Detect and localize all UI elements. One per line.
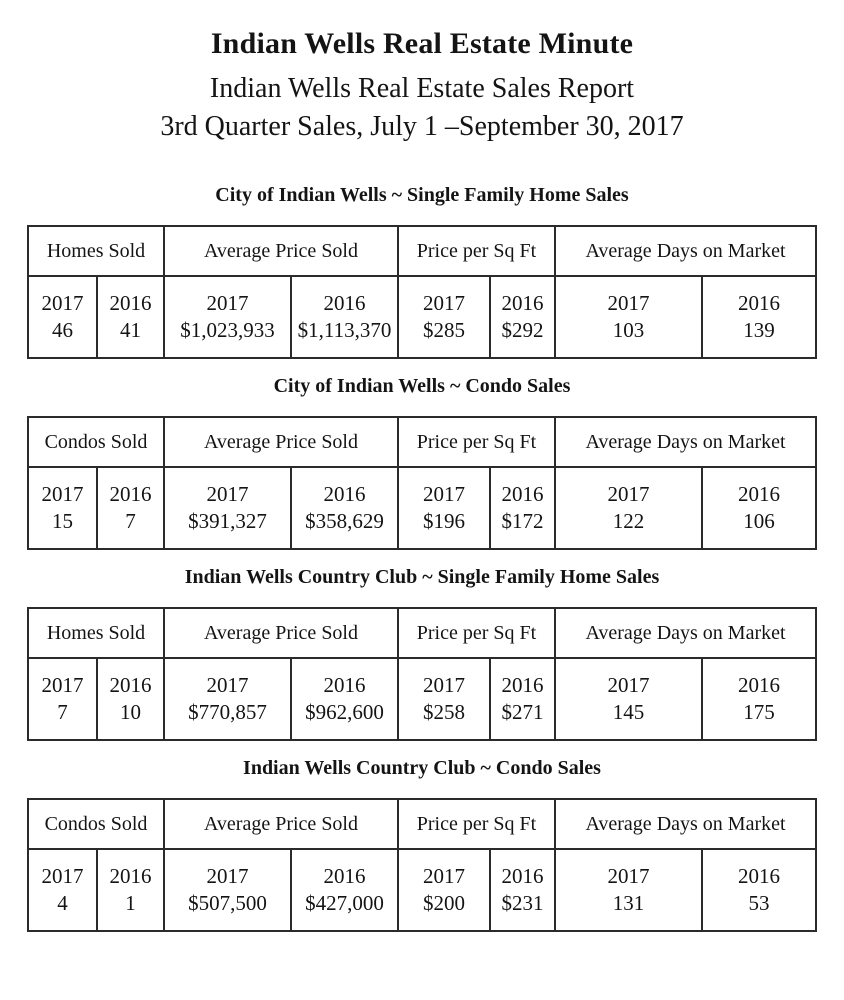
cell-value: 131 — [612, 891, 645, 915]
table-caption: Indian Wells Country Club ~ Single Family Home Sales — [184, 566, 660, 588]
cell-year: 2016 — [323, 864, 366, 888]
cell-year: 2016 — [109, 482, 152, 506]
col-header-avg-price: Average Price Sold — [164, 608, 398, 658]
cell-year: 2016 — [109, 864, 152, 888]
cell-year: 2016 — [109, 291, 152, 315]
cell-value: $1,113,370 — [297, 318, 392, 342]
col-header-price-sqft: Price per Sq Ft — [398, 226, 555, 276]
col-header-days-on-market: Average Days on Market — [555, 417, 816, 467]
table-header-row — [28, 608, 816, 658]
cell-year: 2017 — [607, 673, 650, 697]
cell-avg-price-2016 — [291, 276, 398, 358]
cell-sold-2017 — [28, 658, 97, 740]
cell-price-sqft-2016 — [490, 467, 555, 549]
cell-days-2016 — [702, 658, 816, 740]
cell-days-2017 — [555, 276, 702, 358]
cell-value: $271 — [501, 700, 544, 724]
cell-year: 2017 — [41, 291, 84, 315]
cell-days-2016 — [702, 276, 816, 358]
cell-year: 2016 — [501, 291, 544, 315]
cell-value: $962,600 — [305, 700, 384, 724]
cell-value: 15 — [51, 509, 73, 533]
cell-value: 7 — [125, 509, 136, 533]
cell-price-sqft-2017 — [398, 467, 490, 549]
cell-sold-2016 — [97, 658, 164, 740]
cell-value: $391,327 — [188, 509, 267, 533]
table-caption: Indian Wells Country Club ~ Condo Sales — [243, 757, 601, 779]
sales-table-country-club-single-family — [27, 607, 817, 741]
cell-price-sqft-2016 — [490, 849, 555, 931]
cell-year: 2017 — [422, 864, 465, 888]
cell-value: 46 — [51, 318, 73, 342]
col-header-avg-price: Average Price Sold — [164, 417, 398, 467]
table-caption: City of Indian Wells ~ Condo Sales — [273, 375, 571, 397]
sales-table-country-club-condo — [27, 798, 817, 932]
cell-sold-2017 — [28, 467, 97, 549]
cell-year: 2016 — [323, 291, 366, 315]
cell-year: 2016 — [323, 482, 366, 506]
cell-year: 2017 — [206, 482, 249, 506]
cell-value: $770,857 — [188, 700, 267, 724]
cell-year: 2016 — [501, 482, 544, 506]
table-data-row — [28, 276, 816, 358]
cell-year: 2016 — [109, 673, 152, 697]
table-data-row — [28, 849, 816, 931]
cell-value: $231 — [501, 891, 544, 915]
col-header-days-on-market: Average Days on Market — [555, 799, 816, 849]
cell-value: $507,500 — [188, 891, 267, 915]
cell-year: 2016 — [737, 291, 780, 315]
col-header-sold: Condos Sold — [28, 799, 164, 849]
cell-year: 2016 — [737, 673, 780, 697]
cell-year: 2016 — [323, 673, 366, 697]
cell-sold-2017 — [28, 276, 97, 358]
col-header-price-sqft: Price per Sq Ft — [398, 608, 555, 658]
col-header-days-on-market: Average Days on Market — [555, 608, 816, 658]
cell-value: 122 — [612, 509, 645, 533]
cell-year: 2017 — [41, 673, 84, 697]
cell-value: 41 — [119, 318, 141, 342]
report-subtitle: Indian Wells Real Estate Sales Report — [209, 73, 635, 104]
cell-avg-price-2017 — [164, 467, 291, 549]
cell-year: 2016 — [501, 673, 544, 697]
sales-table-city-condo — [27, 416, 817, 550]
cell-value: $427,000 — [305, 891, 384, 915]
table-data-row — [28, 658, 816, 740]
cell-value: 1 — [125, 891, 136, 915]
cell-value: $285 — [422, 318, 465, 342]
cell-value: $172 — [501, 509, 544, 533]
section-city-condo — [0, 375, 844, 550]
cell-sold-2017 — [28, 849, 97, 931]
col-header-price-sqft: Price per Sq Ft — [398, 417, 555, 467]
col-header-sold: Condos Sold — [28, 417, 164, 467]
cell-price-sqft-2017 — [398, 849, 490, 931]
cell-price-sqft-2016 — [490, 276, 555, 358]
cell-avg-price-2017 — [164, 276, 291, 358]
cell-year: 2017 — [41, 482, 84, 506]
cell-avg-price-2016 — [291, 467, 398, 549]
sales-table-city-single-family — [27, 225, 817, 359]
col-header-days-on-market: Average Days on Market — [555, 226, 816, 276]
col-header-sold: Homes Sold — [28, 226, 164, 276]
cell-sold-2016 — [97, 276, 164, 358]
cell-year: 2017 — [607, 864, 650, 888]
cell-avg-price-2016 — [291, 658, 398, 740]
section-country-club-condo — [0, 757, 844, 932]
cell-value: 175 — [743, 700, 775, 724]
cell-year: 2017 — [607, 482, 650, 506]
cell-year: 2017 — [206, 864, 249, 888]
cell-avg-price-2016 — [291, 849, 398, 931]
table-data-row — [28, 467, 816, 549]
col-header-avg-price: Average Price Sold — [164, 226, 398, 276]
cell-days-2016 — [702, 467, 816, 549]
cell-avg-price-2017 — [164, 658, 291, 740]
cell-value: 10 — [119, 700, 141, 724]
cell-price-sqft-2017 — [398, 276, 490, 358]
cell-value: 139 — [743, 318, 775, 342]
cell-days-2017 — [555, 467, 702, 549]
table-header-row — [28, 417, 816, 467]
section-city-single-family — [0, 184, 844, 359]
cell-days-2017 — [555, 658, 702, 740]
col-header-sold: Homes Sold — [28, 608, 164, 658]
col-header-avg-price: Average Price Sold — [164, 799, 398, 849]
cell-value: 106 — [743, 509, 775, 533]
cell-value: $258 — [422, 700, 465, 724]
section-country-club-single-family — [0, 566, 844, 741]
cell-value: 103 — [612, 318, 645, 342]
col-header-price-sqft: Price per Sq Ft — [398, 799, 555, 849]
cell-year: 2016 — [501, 864, 544, 888]
cell-value: 53 — [748, 891, 770, 915]
cell-value: $358,629 — [305, 509, 384, 533]
cell-price-sqft-2016 — [490, 658, 555, 740]
cell-year: 2017 — [422, 482, 465, 506]
table-header-row — [28, 799, 816, 849]
report-header — [0, 0, 844, 146]
table-caption: City of Indian Wells ~ Single Family Home Sales — [215, 184, 629, 206]
cell-year: 2016 — [737, 864, 780, 888]
cell-avg-price-2017 — [164, 849, 291, 931]
cell-price-sqft-2017 — [398, 658, 490, 740]
cell-days-2016 — [702, 849, 816, 931]
cell-sold-2016 — [97, 467, 164, 549]
cell-value: 145 — [612, 700, 645, 724]
cell-value: $200 — [422, 891, 465, 915]
cell-year: 2017 — [206, 673, 249, 697]
cell-value: $1,023,933 — [180, 318, 275, 342]
cell-year: 2017 — [41, 864, 84, 888]
report-period: 3rd Quarter Sales, July 1 –September 30, 2017 — [160, 111, 684, 142]
cell-value: $292 — [501, 318, 544, 342]
cell-sold-2016 — [97, 849, 164, 931]
cell-value: 7 — [57, 700, 68, 724]
cell-value: $196 — [422, 509, 465, 533]
report-title: Indian Wells Real Estate Minute — [210, 27, 634, 60]
table-header-row — [28, 226, 816, 276]
cell-days-2017 — [555, 849, 702, 931]
cell-year: 2017 — [422, 673, 465, 697]
cell-year: 2016 — [737, 482, 780, 506]
cell-year: 2017 — [607, 291, 650, 315]
cell-value: 4 — [57, 891, 68, 915]
cell-year: 2017 — [422, 291, 465, 315]
cell-year: 2017 — [206, 291, 249, 315]
